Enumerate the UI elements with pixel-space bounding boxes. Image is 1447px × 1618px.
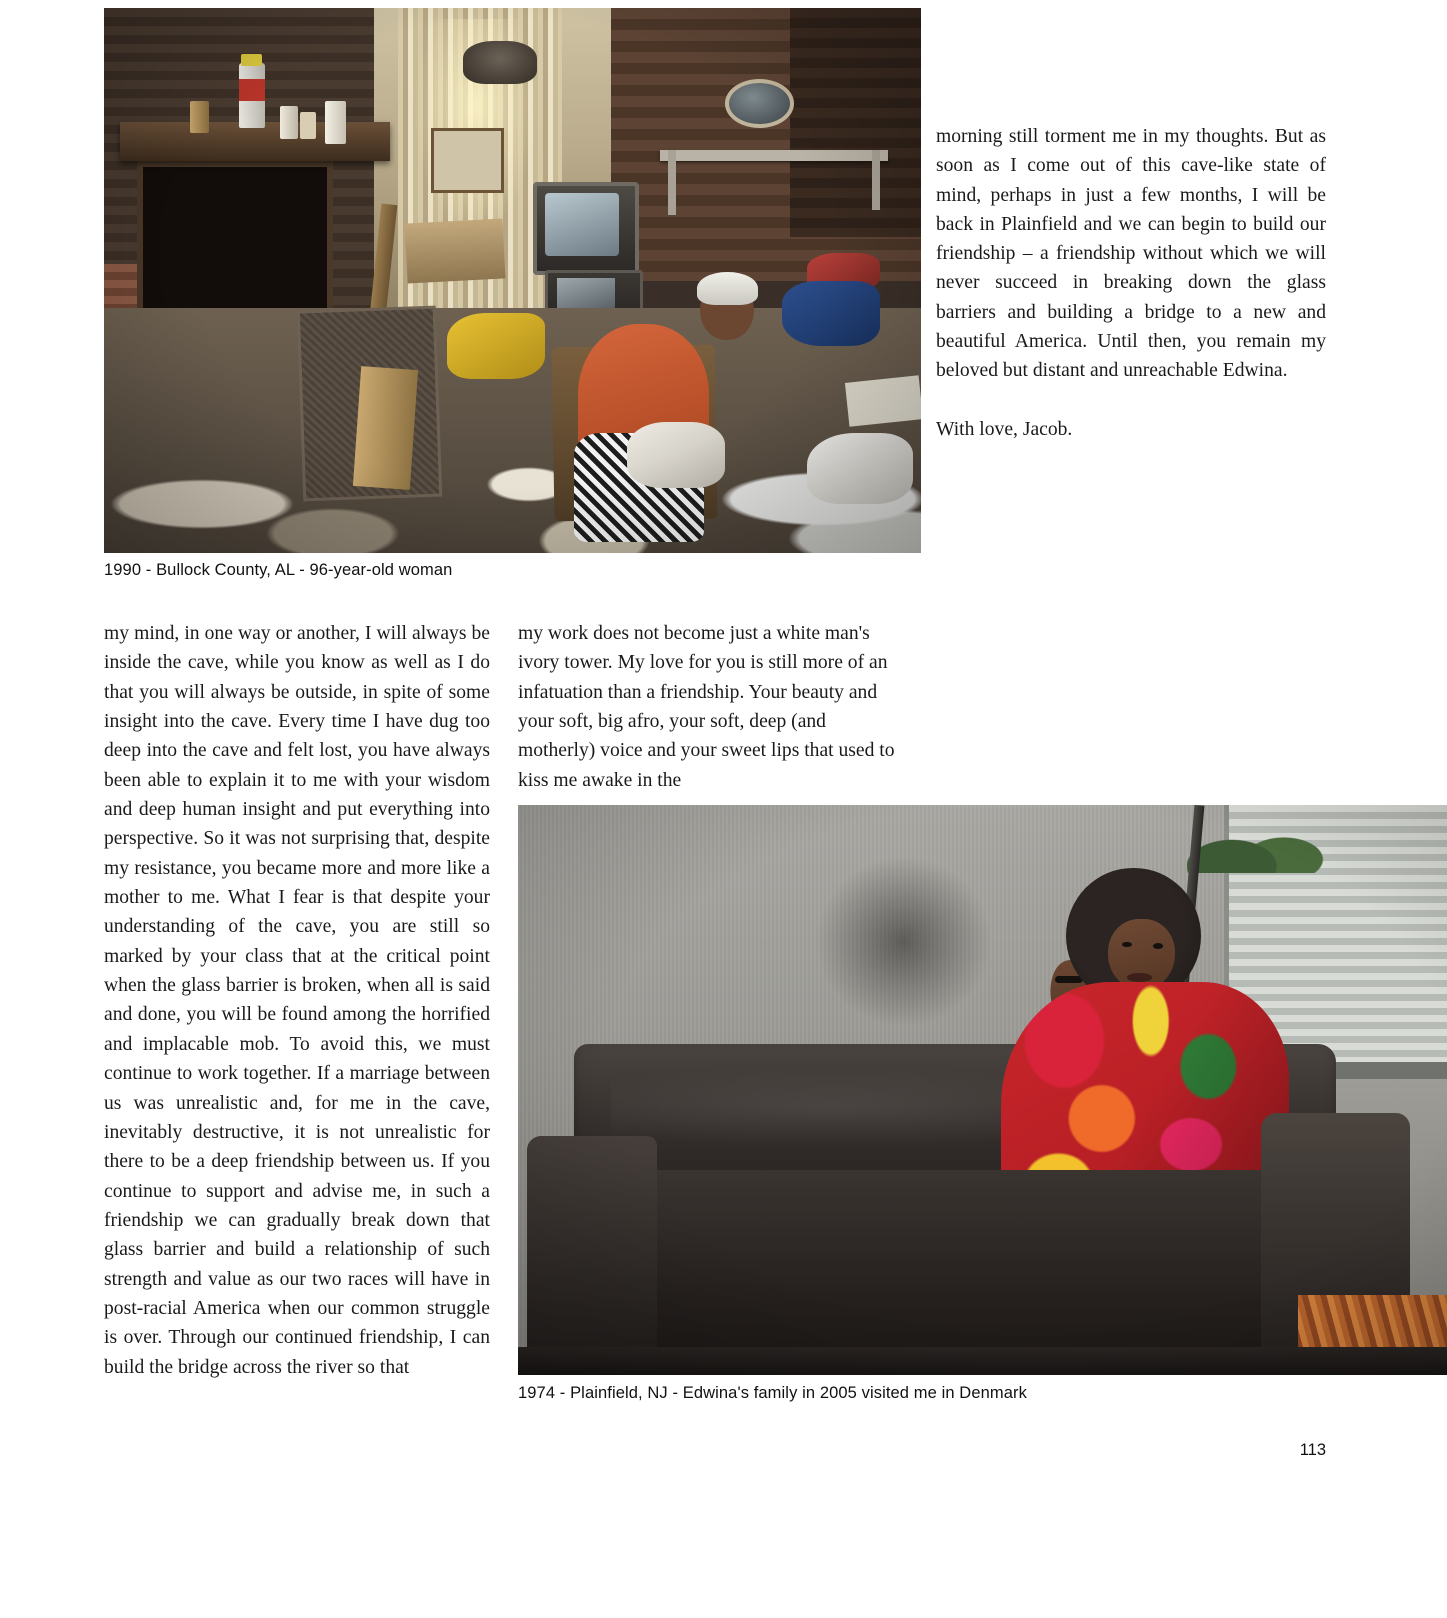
column-middle-body bbox=[518, 619, 904, 795]
paragraph-letter-continuation: morning still torment me in my thoughts. But as soon as I come out of this cave-like state of mind, perhaps in just a few months, I will be back in Plainfield and we can begin to build our friendship – a friendship without which we will never succeed in breaking down the glass barriers and building a bridge to a new and beautiful America. Until then, you remain my beloved but distant and unreachable Edwina. bbox=[936, 126, 1326, 382]
paragraph-signature: With love, Jacob. bbox=[936, 418, 1073, 440]
column-left-body bbox=[104, 619, 490, 1382]
figure-bottom-photo bbox=[518, 805, 1447, 1375]
column-right-top bbox=[936, 122, 1326, 444]
figure-top-photo bbox=[104, 8, 921, 553]
photo-vignette bbox=[518, 805, 1447, 1375]
paragraph-left-body: my mind, in one way or another, I will always be inside the cave, while you know as well as I do that you will always be outside, in spite of some insight into the cave. Every time I have dug too deep into the cave and felt lost, you have always been able to explain it to me with your wisdom and deep human insight and put everything into perspective. So it was not surprising that, despite my resistance, you became more and more like a mother to me. What I fear is that despite your understanding of the cave, you are still so marked by your class that at the critical point when the glass barrier is broken, when all is said and done, you will be found among the horrified and implacable mob. To avoid this, we must continue to work together. If a marriage between us was unrealistic and, for me in the cave, inevitably destructive, it is not unrealistic for there to be a deep friendship between us. If you continue to support and advise me, in such a friendship we can gradually break down that glass barrier and build a relationship of such strength and value as our two races will have in post-racial America when our common struggle is over. Through our continued friendship, I can build the bridge across the river so that bbox=[104, 623, 490, 1378]
page-number: 113 bbox=[1299, 1441, 1326, 1459]
photo-interior-scene bbox=[104, 8, 921, 553]
figure-top-caption: 1990 - Bullock County, AL - 96-year-old woman bbox=[104, 561, 453, 579]
paragraph-middle-body: my work does not become just a white man's ivory tower. My love for you is still more of an infatuation than a friendship. Your beauty and your soft, big afro, your soft, deep (and motherly) voice and your sweet lips that used to kiss me awake in the bbox=[518, 623, 895, 791]
figure-bottom-caption: 1974 - Plainfield, NJ - Edwina's family in 2005 visited me in Denmark bbox=[518, 1384, 1027, 1402]
photo-vignette bbox=[104, 8, 921, 553]
